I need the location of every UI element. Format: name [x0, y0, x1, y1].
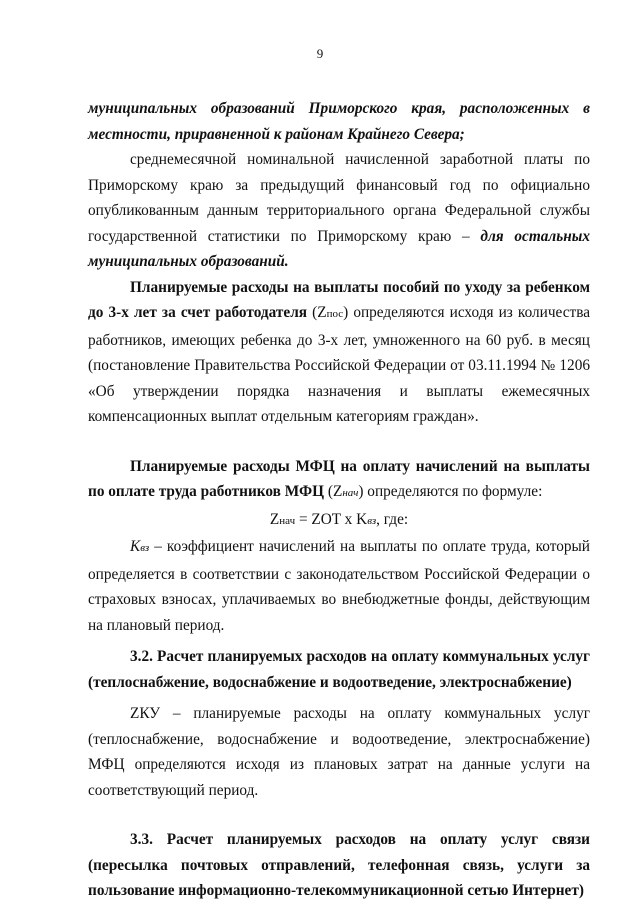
paragraph-average-salary-text: среднемесячной номинальной начисленной заработной платы по Приморскому краю за предыдущий финансовый год по официально опубликованным данным территориального органа Федеральной службы государственной статистики по Приморскому краю –	[88, 151, 590, 245]
accruals-var-open: (Z	[324, 483, 343, 500]
paragraph-average-salary-emphasis: для остальных муниципальных образований.	[88, 227, 590, 270]
document-body	[88, 96, 590, 904]
paragraph-north-regions-text: муниципальных образований Приморского края, расположенных в местности, приравненной к районам Крайнего Севера;	[88, 100, 590, 143]
coefficient-text: – коэффициент начислений на выплаты по оплате труда, который определяется в соответствии с законодательством Российской Федерации о страховых взносах, уплачиваемых во внебюджетные фонды, действующим на плановый период.	[88, 538, 590, 634]
childcare-var-open: (Z	[307, 304, 327, 321]
childcare-heading: Планируемые расходы на выплаты пособий по уходу за ребенком до 3-х лет за счет работодателя	[88, 278, 590, 321]
formula-z-subscript: нач	[279, 514, 296, 527]
accruals-text: ) определяются по формуле:	[358, 483, 543, 500]
formula-end: , где:	[376, 510, 409, 528]
paragraph-coefficient	[88, 534, 590, 638]
coefficient-k-subscript: вз	[140, 542, 150, 554]
formula-z: Z	[269, 510, 280, 528]
paragraph-average-salary	[88, 147, 590, 275]
page-number: 9	[316, 46, 324, 61]
paragraph-mfc-accruals	[88, 454, 590, 507]
paragraph-utilities: ZКУ – планируемые расходы на оплату коммунальных услуг (теплоснабжение, водоснабжение и водоотведение, электроснабжение) МФЦ определяются исходя из плановых затрат на данные услуги на соответствующий период.	[88, 705, 590, 799]
section-3-3-heading: 3.3. Расчет планируемых расходов на оплату услуг связи (пересылка почтовых отправлений, телефонная связь, услуги за пользование информационно-телекоммуникационной сетью Интернет)	[88, 831, 590, 899]
formula-k-subscript: вз	[367, 514, 377, 527]
childcare-var-subscript: пос	[326, 308, 344, 320]
accruals-heading: Планируемые расходы МФЦ на оплату начислений на выплаты по оплате труда работников МФЦ	[88, 457, 590, 500]
formula	[88, 507, 590, 535]
spacer	[88, 430, 590, 454]
formula-mid: = ZOT x K	[295, 510, 368, 528]
paragraph-childcare-benefits	[88, 275, 590, 430]
accruals-var-subscript: нач	[342, 487, 359, 499]
paragraph-north-regions	[88, 96, 590, 147]
section-3-2-heading: 3.2. Расчет планируемых расходов на оплату коммунальных услуг (теплоснабжение, водоснабжение и водоотведение, электроснабжение)	[88, 648, 590, 691]
coefficient-k: K	[130, 538, 141, 555]
childcare-text: ) определяются исходя из количества работников, имеющих ребенка до 3-х лет, умноженного на 60 руб. в месяц (постановление Правительства Российской Федерации от 03.11.1994 № 1206 «Об утверждении порядка назначения и выплаты ежемесячных компенсационных выплат отдельным категориям граждан».	[88, 304, 591, 425]
spacer	[88, 803, 590, 827]
